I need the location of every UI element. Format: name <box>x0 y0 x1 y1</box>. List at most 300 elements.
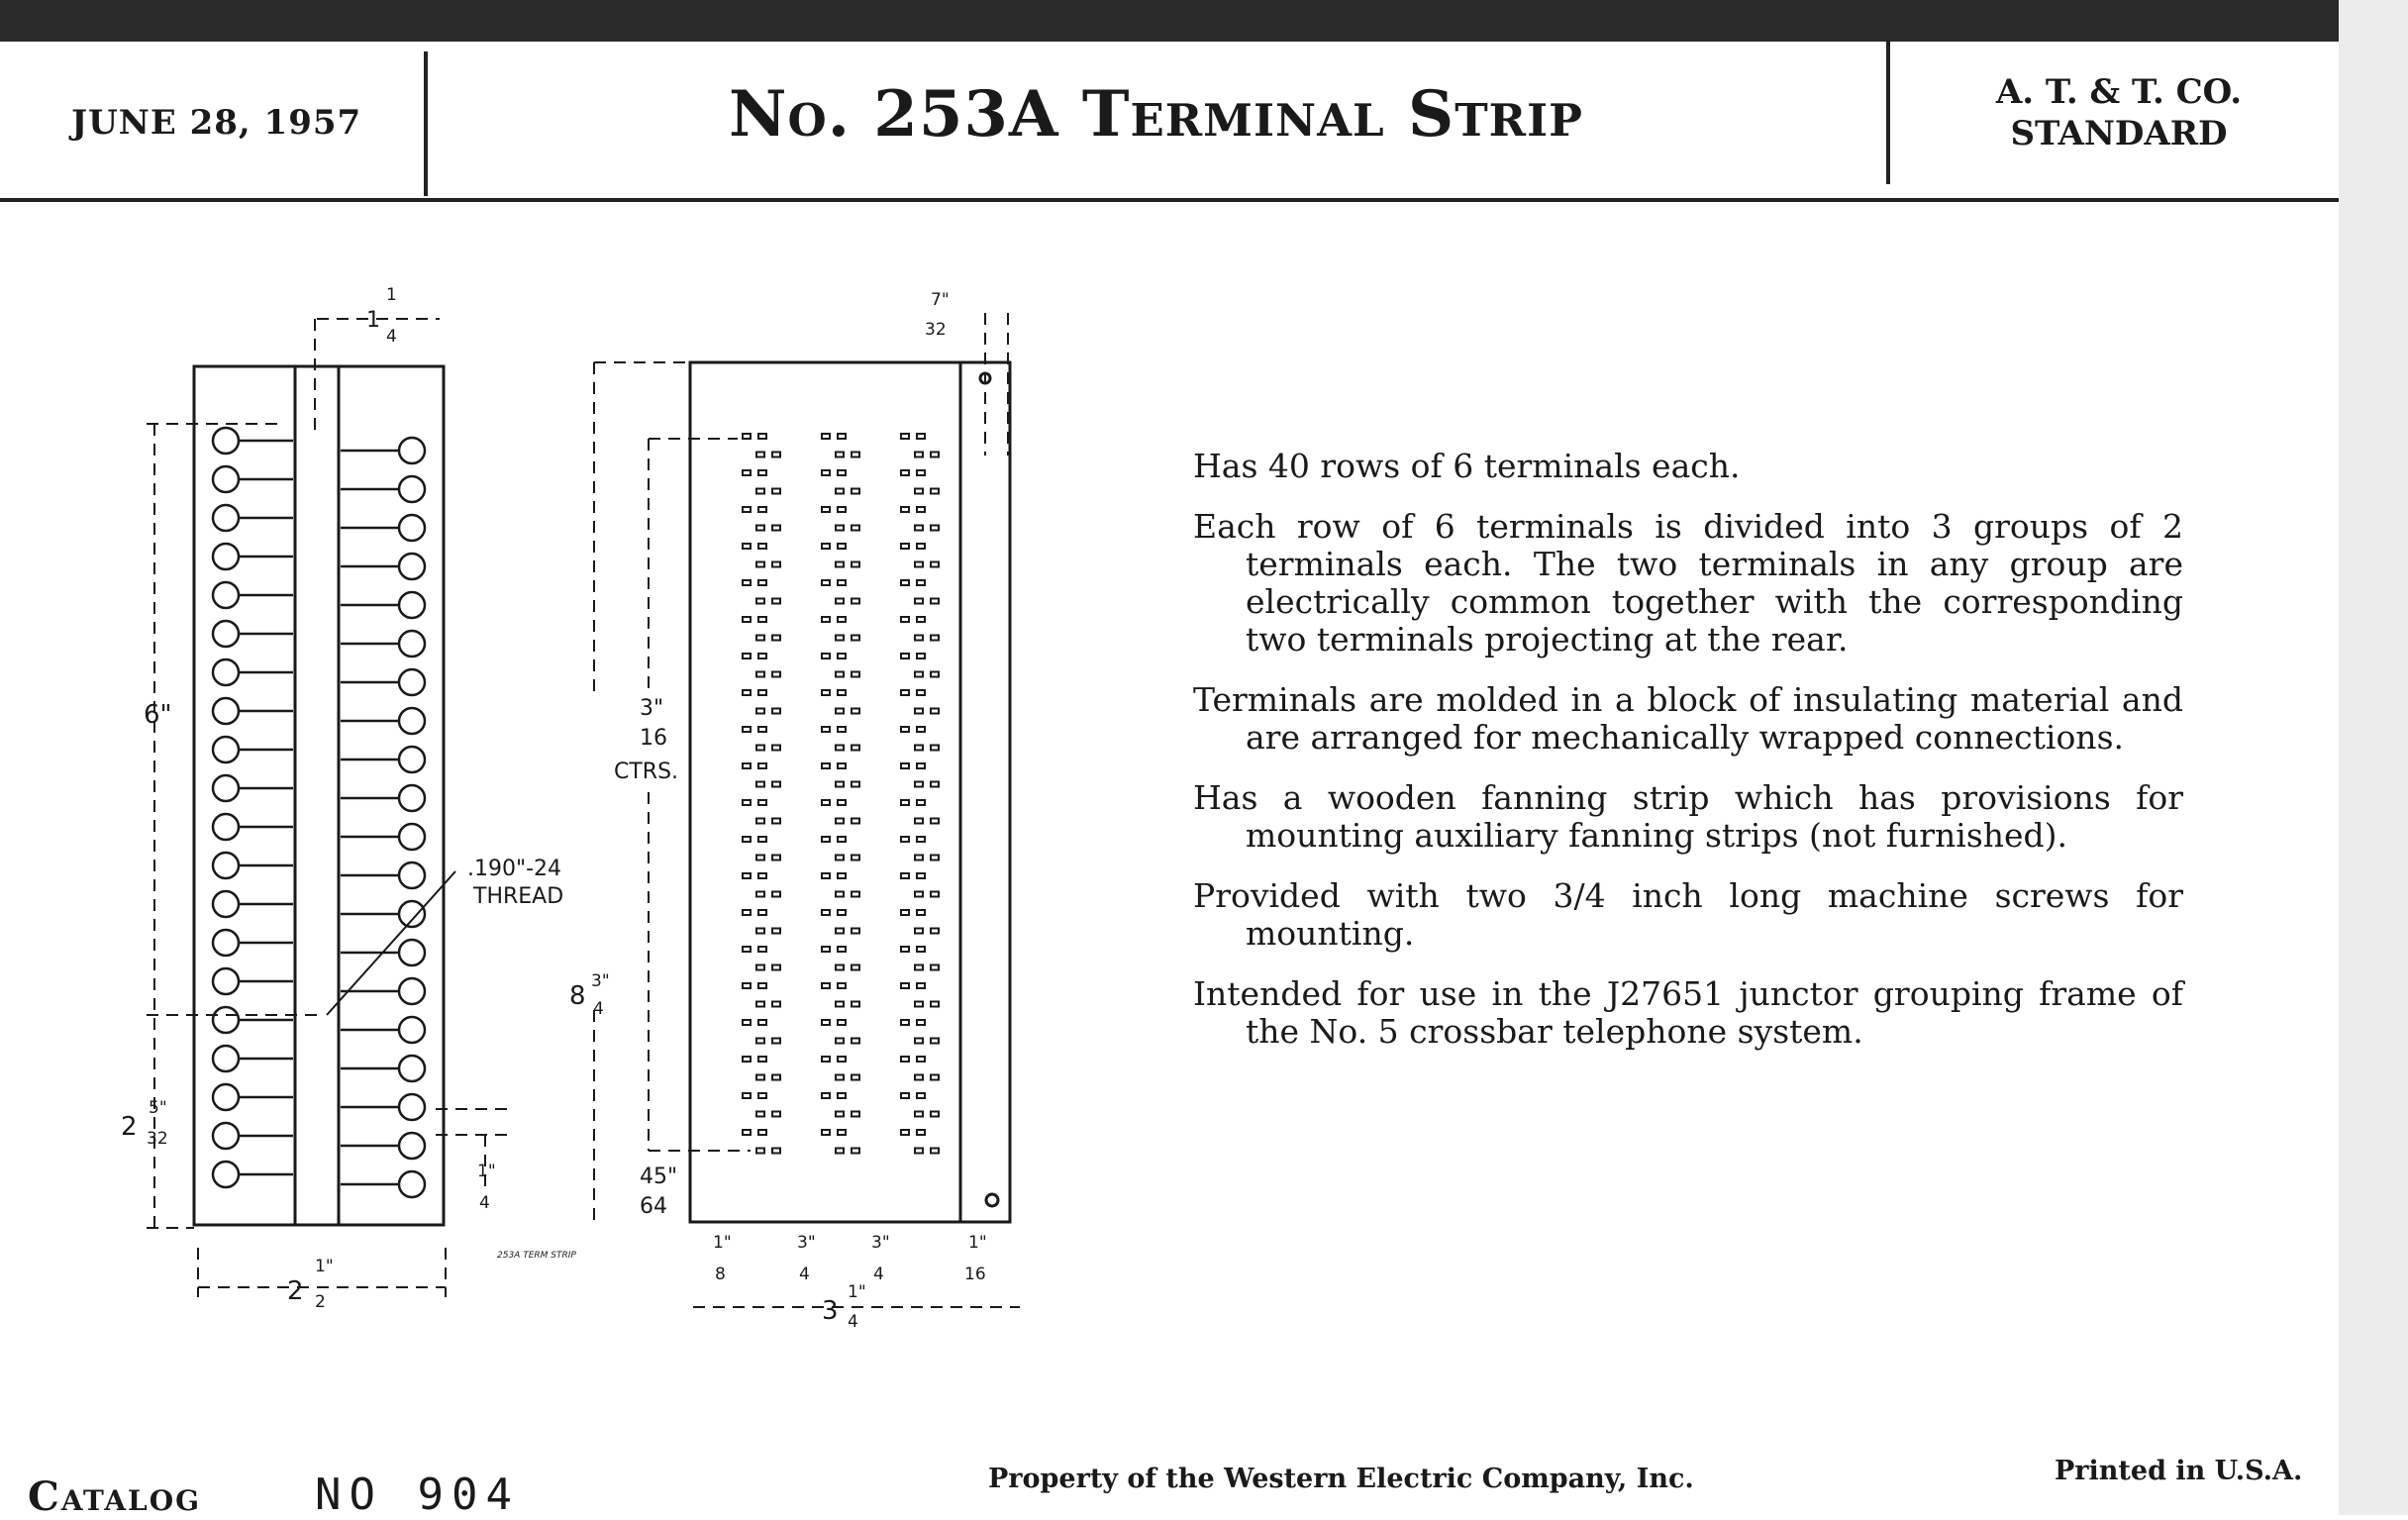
terminal-loop <box>399 476 425 502</box>
terminal-slot <box>743 434 751 439</box>
terminal-slot <box>931 672 939 677</box>
dim-ctr-label: CTRS. <box>614 760 679 784</box>
terminal-slot <box>822 544 830 549</box>
terminal-slot <box>836 453 844 457</box>
terminal-slot <box>852 526 859 531</box>
terminal-loop <box>399 631 425 657</box>
terminal-slot <box>758 1093 766 1098</box>
terminal-slot <box>756 1149 764 1154</box>
dim-lower-den: 32 <box>147 1129 168 1149</box>
terminal-loop <box>213 1007 239 1033</box>
printed-notice: Printed in U.S.A. <box>2055 1456 2303 1486</box>
terminal-slot <box>838 544 846 549</box>
terminal-slot <box>836 929 844 934</box>
terminal-slot <box>917 544 925 549</box>
terminal-slot <box>901 654 909 659</box>
terminal-slot <box>917 947 925 952</box>
terminal-slot <box>836 1075 844 1080</box>
terminal-loop <box>213 659 239 685</box>
terminal-loop <box>213 814 239 840</box>
terminal-slot <box>917 1093 925 1098</box>
terminal-loop <box>399 785 425 811</box>
terminal-slot <box>743 910 751 915</box>
terminal-slot <box>838 654 846 659</box>
terminal-slot <box>756 1002 764 1007</box>
terminal-loop <box>399 554 425 579</box>
terminal-slot <box>931 636 939 641</box>
terminal-slot <box>915 1039 923 1044</box>
terminal-slot <box>743 690 751 695</box>
dim-ctr-den: 16 <box>640 726 667 751</box>
terminal-loop <box>213 505 239 531</box>
dim-base-den: 2 <box>315 1292 326 1312</box>
terminal-slot <box>743 800 751 805</box>
terminal-slot <box>822 470 830 475</box>
terminal-slot <box>917 654 925 659</box>
terminal-slot <box>743 544 751 549</box>
terminal-slot <box>822 1093 830 1098</box>
terminal-slot <box>822 837 830 842</box>
terminal-slot <box>838 1093 846 1098</box>
terminal-loop <box>213 775 239 801</box>
dim-top-width-den: 4 <box>386 327 397 347</box>
description-paragraph: Has a wooden fanning strip which has provisions for mounting auxiliary fanning strips (not furnished). <box>1193 778 2183 855</box>
terminal-slot <box>901 837 909 842</box>
terminal-slot <box>852 672 859 677</box>
property-notice: Property of the Western Electric Company, Inc. <box>988 1464 1694 1494</box>
terminal-slot <box>931 1002 939 1007</box>
terminal-slot <box>758 983 766 988</box>
terminal-slot <box>901 947 909 952</box>
dim-d-den: 16 <box>964 1265 986 1284</box>
terminal-slot <box>772 562 780 567</box>
terminal-slot <box>901 1057 909 1062</box>
terminal-loop <box>213 466 239 492</box>
terminal-loop <box>213 737 239 762</box>
terminal-slot <box>931 892 939 897</box>
terminal-slot <box>901 1130 909 1135</box>
terminal-slot <box>838 507 846 512</box>
terminal-slot <box>772 636 780 641</box>
terminal-slot <box>901 470 909 475</box>
terminal-slot <box>836 562 844 567</box>
terminal-slot <box>838 873 846 878</box>
description-paragraph: Provided with two 3/4 inch long machine screws for mounting. <box>1193 876 2183 953</box>
terminal-slot <box>915 672 923 677</box>
terminal-slot <box>822 580 830 585</box>
terminal-slot <box>822 1057 830 1062</box>
issue-date: JUNE 28, 1957 <box>71 103 362 143</box>
terminal-slot <box>772 599 780 604</box>
terminal-slot <box>836 599 844 604</box>
terminal-slot <box>931 746 939 751</box>
terminal-slot <box>838 470 846 475</box>
terminal-slot <box>756 746 764 751</box>
terminal-slot <box>822 873 830 878</box>
terminal-slot <box>822 690 830 695</box>
terminal-slot <box>743 1130 751 1135</box>
terminal-slot <box>901 983 909 988</box>
terminal-loop <box>399 901 425 927</box>
drawing-tag: 253A TERM STRIP <box>497 1251 576 1261</box>
terminal-slot <box>901 763 909 768</box>
dim-height-6: 6" <box>144 700 172 730</box>
terminal-slot <box>756 636 764 641</box>
terminal-slot <box>915 453 923 457</box>
terminal-slot <box>931 782 939 787</box>
terminal-slot <box>931 929 939 934</box>
terminal-loops <box>213 428 425 1197</box>
terminal-slot <box>852 965 859 970</box>
terminal-slot <box>852 746 859 751</box>
terminal-slot <box>822 727 830 732</box>
dim-total-den: 4 <box>593 999 604 1019</box>
terminal-slot <box>772 1039 780 1044</box>
terminal-slot <box>758 1057 766 1062</box>
terminal-slot <box>915 892 923 897</box>
terminal-slot <box>743 873 751 878</box>
terminal-slot <box>901 800 909 805</box>
terminal-slot <box>772 709 780 714</box>
catalog-number: NO 904 <box>315 1469 520 1520</box>
terminal-slot <box>772 965 780 970</box>
dim-a-num: 1" <box>713 1233 732 1253</box>
terminal-slot <box>756 892 764 897</box>
terminal-slot <box>838 837 846 842</box>
terminal-slot <box>838 580 846 585</box>
terminal-slot <box>772 489 780 494</box>
terminal-slot <box>838 617 846 622</box>
dim-total-whole: 8 <box>569 981 586 1011</box>
terminal-slot <box>915 965 923 970</box>
dim-b-num: 3" <box>797 1233 816 1253</box>
terminal-slot <box>758 763 766 768</box>
terminal-slot <box>756 965 764 970</box>
terminal-slot <box>836 636 844 641</box>
terminal-loop <box>213 621 239 647</box>
terminal-slot <box>758 837 766 842</box>
dim-width-num: 1" <box>848 1282 866 1302</box>
terminal-slot <box>838 947 846 952</box>
terminal-slot <box>822 507 830 512</box>
terminal-slot <box>901 1093 909 1098</box>
terminal-slot <box>836 965 844 970</box>
terminal-slot <box>822 1020 830 1025</box>
terminal-slot <box>836 709 844 714</box>
terminal-slot <box>756 562 764 567</box>
terminal-loop <box>399 747 425 772</box>
terminal-slot <box>917 580 925 585</box>
terminal-slot <box>931 562 939 567</box>
terminal-loop <box>213 891 239 917</box>
terminal-slot <box>931 526 939 531</box>
terminal-loop <box>399 669 425 695</box>
terminal-slot <box>901 1020 909 1025</box>
terminal-slot <box>758 1130 766 1135</box>
side-view-outline <box>690 362 1010 1222</box>
terminal-slot <box>756 856 764 861</box>
dim-pitch-num: 1" <box>477 1162 496 1181</box>
dim-c-num: 3" <box>871 1233 890 1253</box>
terminal-slot <box>743 947 751 952</box>
terminal-loop <box>399 978 425 1004</box>
dim-b-den: 4 <box>799 1265 810 1284</box>
terminal-slot <box>915 782 923 787</box>
dim-width-whole: 3 <box>822 1296 839 1326</box>
terminal-slot <box>901 617 909 622</box>
dim-d-num: 1" <box>968 1233 987 1253</box>
dim-total-num: 3" <box>591 971 610 991</box>
dim-top-width-num: 1 <box>386 285 397 305</box>
terminal-slot <box>743 1057 751 1062</box>
terminal-slot <box>852 819 859 824</box>
terminal-slot <box>852 1112 859 1117</box>
terminal-slot <box>772 1149 780 1154</box>
terminal-slot <box>852 1002 859 1007</box>
terminal-slot <box>838 983 846 988</box>
terminal-slot <box>852 709 859 714</box>
terminal-slot <box>756 782 764 787</box>
terminal-slot <box>931 599 939 604</box>
terminal-slot <box>758 800 766 805</box>
terminal-slot <box>822 1130 830 1135</box>
description-paragraph: Terminals are molded in a block of insulating material and are arranged for mechanically wrapped connections. <box>1193 680 2183 757</box>
terminal-slot <box>836 1112 844 1117</box>
dim-pitch-den: 4 <box>479 1193 490 1213</box>
terminal-slot <box>838 1130 846 1135</box>
dim-base-whole: 2 <box>287 1276 304 1306</box>
terminal-slot <box>901 580 909 585</box>
terminal-slot <box>822 763 830 768</box>
terminal-loop <box>399 1056 425 1081</box>
terminal-loop <box>399 708 425 734</box>
terminal-slot <box>822 800 830 805</box>
terminal-slot <box>836 1002 844 1007</box>
catalog-label: Catalog <box>28 1473 202 1520</box>
terminal-slot <box>917 1130 925 1135</box>
terminal-slot <box>917 727 925 732</box>
dim-top-width: 1 <box>366 308 380 333</box>
terminal-slot <box>917 873 925 878</box>
terminal-loop <box>399 515 425 541</box>
terminal-loop <box>213 853 239 878</box>
terminal-slot <box>931 965 939 970</box>
terminal-slot <box>917 690 925 695</box>
terminal-slot <box>931 1112 939 1117</box>
terminal-slot <box>901 544 909 549</box>
dim-width-den: 4 <box>848 1312 858 1332</box>
terminal-slot <box>756 1039 764 1044</box>
terminal-slot <box>758 507 766 512</box>
terminal-slot <box>915 1112 923 1117</box>
terminal-slot <box>758 727 766 732</box>
terminal-slot <box>901 873 909 878</box>
terminal-slot <box>743 507 751 512</box>
terminal-slot <box>772 1002 780 1007</box>
terminal-slot <box>917 837 925 842</box>
terminal-slots <box>743 434 939 1154</box>
terminal-loop <box>399 1094 425 1120</box>
terminal-slot <box>836 892 844 897</box>
terminal-slot <box>901 507 909 512</box>
terminal-slot <box>901 910 909 915</box>
terminal-slot <box>931 489 939 494</box>
terminal-slot <box>756 672 764 677</box>
standard-label: STANDARD <box>2010 114 2228 153</box>
terminal-loop <box>213 1046 239 1071</box>
terminal-slot <box>772 746 780 751</box>
terminal-slot <box>758 617 766 622</box>
terminal-slot <box>836 489 844 494</box>
page-title: No. 253A Terminal Strip <box>729 77 1583 152</box>
terminal-slot <box>758 690 766 695</box>
terminal-slot <box>915 1002 923 1007</box>
terminal-slot <box>852 636 859 641</box>
terminal-slot <box>838 910 846 915</box>
terminal-slot <box>758 580 766 585</box>
terminal-slot <box>836 856 844 861</box>
terminal-slot <box>772 819 780 824</box>
dim-bottom-num: 45" <box>640 1165 678 1189</box>
terminal-slot <box>743 470 751 475</box>
terminal-loop <box>213 582 239 608</box>
terminal-slot <box>756 453 764 457</box>
terminal-slot <box>852 856 859 861</box>
terminal-slot <box>915 1075 923 1080</box>
terminal-slot <box>915 636 923 641</box>
terminal-loop <box>399 438 425 463</box>
terminal-slot <box>822 910 830 915</box>
terminal-slot <box>836 819 844 824</box>
terminal-slot <box>931 1075 939 1080</box>
terminal-slot <box>756 1075 764 1080</box>
terminal-slot <box>743 580 751 585</box>
terminal-slot <box>756 526 764 531</box>
terminal-loop <box>213 544 239 569</box>
terminal-slot <box>758 654 766 659</box>
terminal-slot <box>758 873 766 878</box>
terminal-slot <box>917 763 925 768</box>
terminal-slot <box>917 800 925 805</box>
terminal-slot <box>758 910 766 915</box>
terminal-loop <box>399 1017 425 1043</box>
terminal-loop <box>399 940 425 965</box>
terminal-slot <box>743 727 751 732</box>
description-paragraph: Each row of 6 terminals is divided into 3 groups of 2 terminals each. The two terminals in any group are electrically common together with the corresponding two terminals projecting at the rear. <box>1193 507 2183 659</box>
terminal-slot <box>772 1112 780 1117</box>
terminal-loop <box>213 1123 239 1149</box>
terminal-slot <box>917 617 925 622</box>
terminal-slot <box>915 929 923 934</box>
terminal-slot <box>836 746 844 751</box>
dim-base-num: 1" <box>315 1257 334 1276</box>
terminal-slot <box>756 1112 764 1117</box>
terminal-slot <box>917 1020 925 1025</box>
description-paragraph: Intended for use in the J27651 junctor grouping frame of the No. 5 crossbar telephone system. <box>1193 974 2183 1051</box>
terminal-slot <box>838 763 846 768</box>
dim-side-den: 32 <box>925 320 947 340</box>
terminal-slot <box>852 489 859 494</box>
terminal-slot <box>772 892 780 897</box>
terminal-slot <box>915 856 923 861</box>
terminal-slot <box>915 489 923 494</box>
dim-ctr-num: 3" <box>640 696 664 721</box>
terminal-slot <box>822 617 830 622</box>
terminal-slot <box>836 1149 844 1154</box>
terminal-slot <box>931 1039 939 1044</box>
dim-bottom-den: 64 <box>640 1194 667 1219</box>
terminal-loop <box>213 930 239 956</box>
dim-a-den: 8 <box>715 1265 726 1284</box>
terminal-slot <box>743 617 751 622</box>
terminal-slot <box>758 434 766 439</box>
terminal-slot <box>743 983 751 988</box>
terminal-slot <box>772 526 780 531</box>
terminal-slot <box>931 856 939 861</box>
mounting-hole-bottom <box>986 1194 998 1206</box>
terminal-slot <box>915 562 923 567</box>
terminal-slot <box>756 599 764 604</box>
terminal-slot <box>758 1020 766 1025</box>
terminal-slot <box>838 800 846 805</box>
terminal-slot <box>743 763 751 768</box>
terminal-slot <box>852 562 859 567</box>
thread-label: THREAD <box>473 884 564 909</box>
terminal-slot <box>836 1039 844 1044</box>
terminal-loop <box>399 592 425 618</box>
terminal-slot <box>917 507 925 512</box>
terminal-slot <box>917 1057 925 1062</box>
terminal-slot <box>822 654 830 659</box>
terminal-loop <box>399 862 425 888</box>
terminal-loop <box>213 428 239 454</box>
dim-c-den: 4 <box>873 1265 884 1284</box>
terminal-slot <box>772 1075 780 1080</box>
terminal-slot <box>852 929 859 934</box>
terminal-slot <box>822 947 830 952</box>
terminal-slot <box>931 1149 939 1154</box>
terminal-slot <box>901 434 909 439</box>
terminal-slot <box>838 1020 846 1025</box>
terminal-slot <box>758 544 766 549</box>
terminal-loop <box>399 1133 425 1159</box>
terminal-slot <box>852 892 859 897</box>
terminal-slot <box>915 746 923 751</box>
terminal-loop <box>399 1171 425 1197</box>
terminal-slot <box>852 453 859 457</box>
terminal-slot <box>915 1149 923 1154</box>
terminal-slot <box>772 782 780 787</box>
terminal-slot <box>756 709 764 714</box>
terminal-slot <box>758 470 766 475</box>
terminal-slot <box>852 1149 859 1154</box>
terminal-slot <box>852 599 859 604</box>
terminal-slot <box>931 453 939 457</box>
terminal-slot <box>756 819 764 824</box>
thread-spec: .190"-24 <box>467 857 562 881</box>
terminal-slot <box>772 929 780 934</box>
terminal-loop <box>213 968 239 994</box>
thread-leader <box>327 871 455 1015</box>
terminal-slot <box>822 434 830 439</box>
terminal-slot <box>931 709 939 714</box>
terminal-slot <box>917 983 925 988</box>
terminal-slot <box>756 929 764 934</box>
terminal-slot <box>838 434 846 439</box>
terminal-loop <box>399 824 425 850</box>
terminal-slot <box>917 470 925 475</box>
terminal-slot <box>838 1057 846 1062</box>
